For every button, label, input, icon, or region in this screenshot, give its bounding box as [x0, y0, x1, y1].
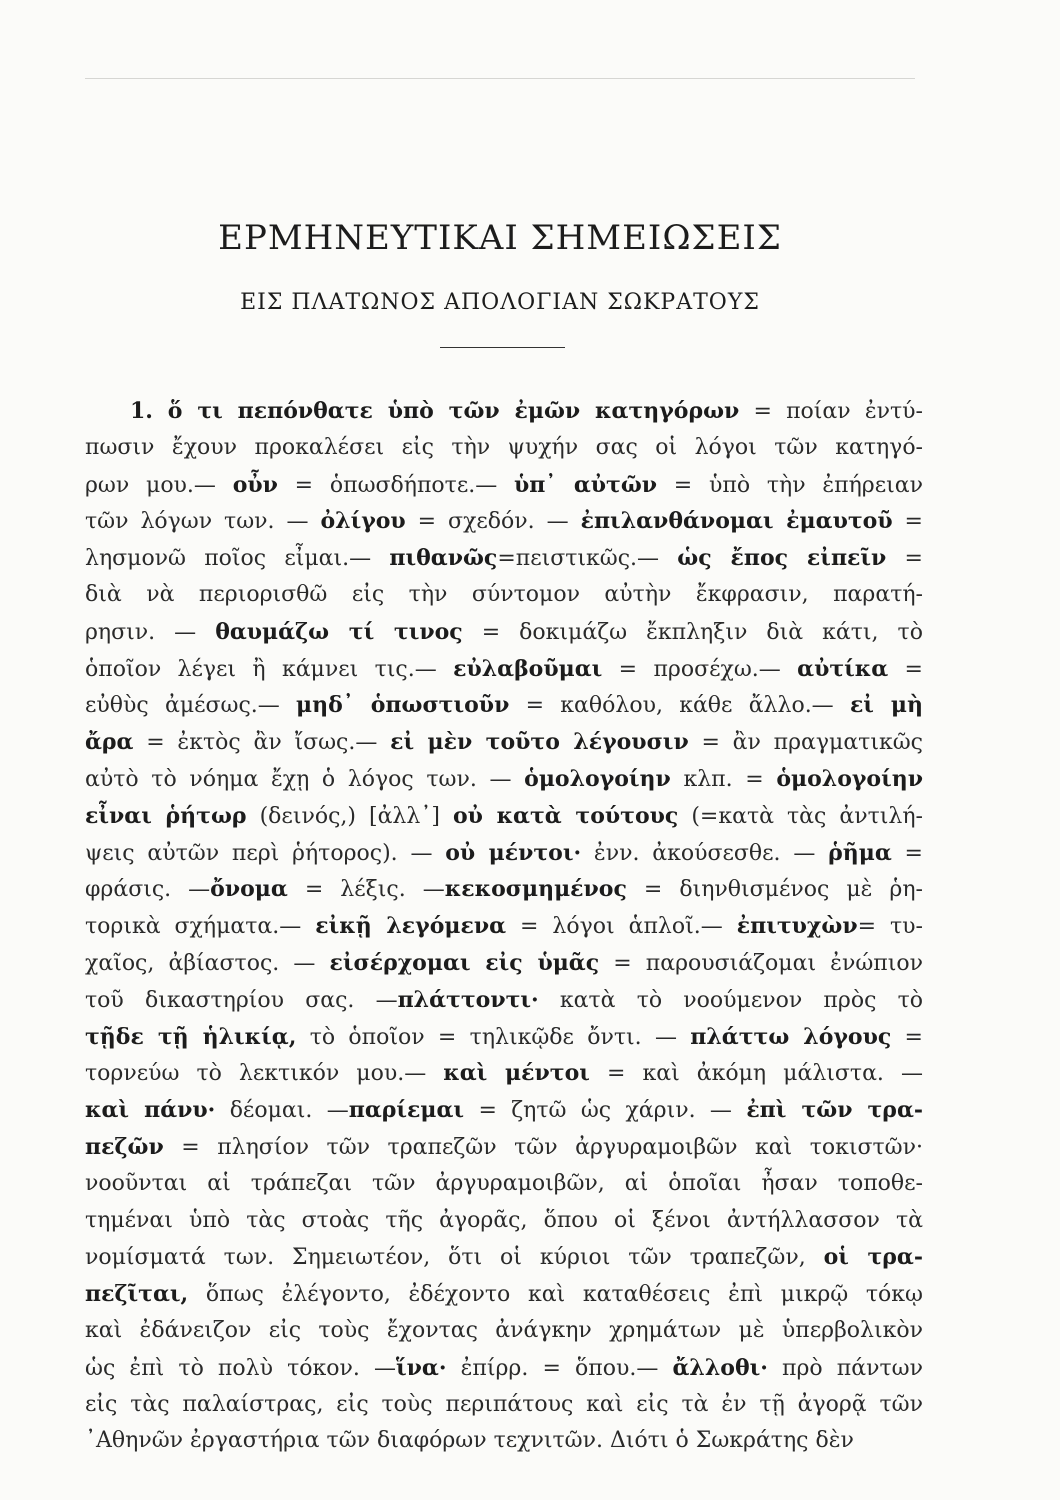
- text-line: [85, 1313, 923, 1350]
- text-line: [85, 614, 923, 651]
- gloss: = ζητῶ ὡς χάριν. —: [464, 1098, 747, 1124]
- text-line: [85, 1203, 923, 1240]
- gloss: ὁποῖον λέγει ἢ κάμνει τις.—: [85, 656, 454, 682]
- text-line: [85, 761, 923, 798]
- gloss: = διηνθισμένος μὲ ῥη-: [626, 877, 923, 903]
- gloss: εἰς τὰς παλαίστρας, εἰς τοὺς περιπάτους καὶ εἰς τὰ ἐν τῇ ἀγορᾷ τῶν: [85, 1391, 923, 1417]
- lemma: οὐ κατὰ τούτους: [452, 802, 679, 829]
- gloss: = λέξις. —: [287, 877, 445, 903]
- gloss: τὸ ὁποῖον = τηλικῷδε ὄντι. —: [296, 1024, 691, 1050]
- text-line: [85, 1387, 923, 1424]
- lemma: ὀλίγου: [320, 508, 406, 535]
- gloss: (δεινός,) [ἀλλ᾽]: [246, 803, 453, 829]
- gloss: = προσέχω.—: [602, 656, 798, 682]
- gloss: = ὑπὸ τὴν ἐπήρειαν: [657, 472, 923, 498]
- gloss: =: [891, 1024, 923, 1050]
- gloss: εὐθὺς ἀμέσως.—: [85, 693, 297, 719]
- gloss: ἐνν. ἀκούσεσθε. —: [581, 840, 829, 866]
- lemma: ἐπιτυχὼν: [736, 913, 858, 940]
- text-line: [85, 1166, 923, 1203]
- lemma: εἰ μὴ: [849, 692, 923, 719]
- text-line: [85, 1239, 923, 1276]
- text-line: [85, 1350, 923, 1387]
- text-line: [85, 430, 923, 467]
- lemma: πεζῖται,: [85, 1281, 189, 1308]
- lemma: ἄρα: [85, 729, 134, 756]
- lemma: καὶ πάνυ·: [85, 1097, 216, 1124]
- text-line: [85, 1276, 923, 1313]
- lemma: μηδ᾽ ὁπωστιοῦν: [296, 692, 510, 719]
- text-line: [85, 651, 923, 688]
- text-line: [85, 908, 923, 945]
- lemma: ὁμολογοίην: [776, 765, 923, 792]
- text-line: [85, 540, 923, 577]
- text-line: [85, 1423, 923, 1460]
- lemma: κεκοσμημένος: [444, 876, 627, 903]
- gloss: = ὁπωσδήποτε.—: [277, 472, 515, 498]
- text-line: [85, 577, 923, 614]
- gloss: τορικὰ σχήματα.—: [85, 914, 316, 940]
- gloss: =: [886, 546, 923, 572]
- gloss: τορνεύω τὸ λεκτικόν μου.—: [85, 1061, 444, 1087]
- lemma: τῇδε τῇ ἡλικίᾳ,: [85, 1023, 297, 1050]
- gloss: =: [892, 509, 923, 535]
- text-line: [85, 503, 923, 540]
- lemma: ῥῆμα: [828, 839, 892, 866]
- commentary-text: [85, 393, 923, 1460]
- lemma: εἶναι ῥήτωρ: [85, 802, 247, 829]
- gloss: τημέναι ὑπὸ τὰς στοὰς τῆς ἀγορᾶς, ὅπου οἱ ξένοι ἀντήλλασσον τὰ: [85, 1207, 923, 1233]
- lemma: πιθανῶς: [389, 545, 498, 572]
- lemma: εἰκῇ λεγόμενα: [315, 913, 507, 940]
- gloss: =: [888, 656, 923, 682]
- gloss: φράσις. —: [85, 877, 211, 903]
- gloss: κατὰ τὸ νοούμενον πρὸς τὸ: [538, 987, 923, 1013]
- gloss: ὡς ἐπὶ τὸ πολὺ τόκον. —: [85, 1355, 396, 1381]
- text-line: [85, 393, 923, 430]
- lemma: ἄλλοθι·: [672, 1354, 768, 1381]
- text-line: [85, 835, 923, 872]
- gloss: λησμονῶ ποῖος εἶμαι.—: [85, 546, 390, 572]
- gloss: χαῖος, ἀβίαστος. —: [85, 950, 330, 976]
- gloss: = καὶ ἀκόμη μάλιστα. —: [589, 1061, 923, 1087]
- gloss: καὶ ἐδάνειζον εἰς τοὺς ἔχοντας ἀνάγκην χρημάτων μὲ ὑπερβολικὸν: [85, 1317, 923, 1343]
- lemma: εἰσέρχομαι εἰς ὑμᾶς: [329, 949, 600, 976]
- gloss: = ποίαν ἐντύ-: [739, 399, 923, 424]
- text-line: [85, 1055, 923, 1092]
- gloss: νομίσματά των. Σημειωτέον, ὅτι οἱ κύριοι τῶν τραπεζῶν,: [85, 1245, 824, 1271]
- gloss: δέομαι. —: [215, 1098, 349, 1124]
- gloss: = καθόλου, κάθε ἄλλο.—: [509, 693, 850, 719]
- lemma: ὡς ἔπος εἰπεῖν: [677, 545, 887, 572]
- gloss: = ἐκτὸς ἂν ἴσως.—: [133, 730, 391, 756]
- text-line: [85, 871, 923, 908]
- lemma: ἐπιλανθάνομαι ἐμαυτοῦ: [580, 508, 893, 535]
- text-line: [85, 1092, 923, 1129]
- gloss: = σχεδόν. —: [405, 509, 581, 535]
- lemma: πλάττω λόγους: [690, 1023, 892, 1050]
- lemma: πλάττοντι·: [397, 986, 539, 1013]
- gloss: ρησιν. —: [85, 619, 216, 645]
- gloss: τοῦ δικαστηρίου σας. —: [85, 987, 398, 1013]
- gloss: = τυ-: [857, 914, 923, 940]
- text-line: [85, 945, 923, 982]
- text-line: [85, 982, 923, 1019]
- gloss: =: [891, 840, 923, 866]
- page-title: ΕΡΜΗΝΕΥΤΙΚΑΙ ΣΗΜΕΙΩΣΕΙΣ: [218, 218, 782, 258]
- lemma: ὁμολογοίην: [524, 765, 671, 792]
- gloss: = ἂν πραγματικῶς: [688, 730, 923, 756]
- title-divider: [440, 347, 565, 348]
- lemma: ὑπ᾽ αὐτῶν: [514, 471, 658, 498]
- lemma: οἱ τρα-: [823, 1244, 923, 1271]
- lemma: ἵνα·: [395, 1354, 447, 1381]
- lemma: ὄνομα: [210, 876, 288, 903]
- text-line: [85, 687, 923, 724]
- gloss: =πειστικῶς.—: [497, 546, 678, 572]
- gloss: πωσιν ἔχουν προκαλέσει εἰς τὴν ψυχήν σας οἱ λόγοι τῶν κατηγό-: [85, 434, 923, 460]
- gloss: ᾿Αθηνῶν ἐργαστήρια τῶν διαφόρων τεχνιτῶν. Διότι ὁ Σωκράτης δὲν: [85, 1428, 854, 1454]
- bleed-through-rule: [85, 78, 915, 80]
- lemma: εἰ μὲν τοῦτο λέγουσιν: [390, 729, 689, 756]
- lemma: καὶ μέντοι: [443, 1060, 590, 1087]
- lemma: θαυμάζω τί τινος: [215, 618, 463, 645]
- text-line: [85, 1019, 923, 1056]
- gloss: τῶν λόγων των. —: [85, 509, 321, 535]
- lemma: ἐπὶ τῶν τρα-: [746, 1097, 923, 1124]
- lemma: πεζῶν: [85, 1133, 164, 1160]
- gloss: ρων μου.—: [85, 472, 233, 498]
- lemma: 1. ὅ τι πεπόνθατε ὑπὸ τῶν ἐμῶν κατηγόρων: [130, 398, 740, 424]
- gloss: διὰ νὰ περιορισθῶ εἰς τὴν σύντομον αὐτὴν ἔκφρασιν, παρατή-: [85, 581, 923, 607]
- lemma: οὐ μέντοι·: [445, 839, 582, 866]
- lemma: παρίεμαι: [348, 1097, 465, 1124]
- gloss: ἐπίρρ. = ὅπου.—: [446, 1355, 673, 1381]
- gloss: = λόγοι ἁπλοῖ.—: [506, 914, 737, 940]
- lemma: αὐτίκα: [797, 655, 889, 682]
- lemma: οὖν: [232, 471, 278, 498]
- gloss: = πλησίον τῶν τραπεζῶν τῶν ἀργυραμοιβῶν καὶ τοκιστῶν·: [163, 1134, 923, 1160]
- gloss: κλπ. =: [670, 766, 777, 792]
- text-line: [85, 798, 923, 835]
- gloss: νοοῦνται αἱ τράπεζαι τῶν ἀργυραμοιβῶν, αἱ ὁποῖαι ἦσαν τοποθε-: [85, 1170, 923, 1196]
- gloss: ψεις αὐτῶν περὶ ῥήτορος). —: [85, 840, 446, 866]
- page-subtitle: ΕΙΣ ΠΛΑΤΩΝΟΣ ΑΠΟΛΟΓΙΑΝ ΣΩΚΡΑΤΟΥΣ: [240, 290, 760, 315]
- gloss: ὅπως ἐλέγοντο, ἐδέχοντο καὶ καταθέσεις ἐπὶ μικρῷ τόκῳ: [188, 1282, 923, 1308]
- gloss: = δοκιμάζω ἔκπληξιν διὰ κάτι, τὸ: [462, 619, 923, 645]
- text-line: [85, 724, 923, 761]
- gloss: (=κατὰ τὰς ἀντιλή-: [678, 803, 923, 829]
- lemma: εὐλαβοῦμαι: [453, 655, 603, 682]
- gloss: πρὸ πάντων: [767, 1355, 923, 1381]
- gloss: αὐτὸ τὸ νόημα ἔχῃ ὁ λόγος των. —: [85, 766, 525, 792]
- gloss: = παρουσιάζομαι ἐνώπιον: [599, 950, 923, 976]
- text-line: [85, 467, 923, 504]
- text-line: [85, 1129, 923, 1166]
